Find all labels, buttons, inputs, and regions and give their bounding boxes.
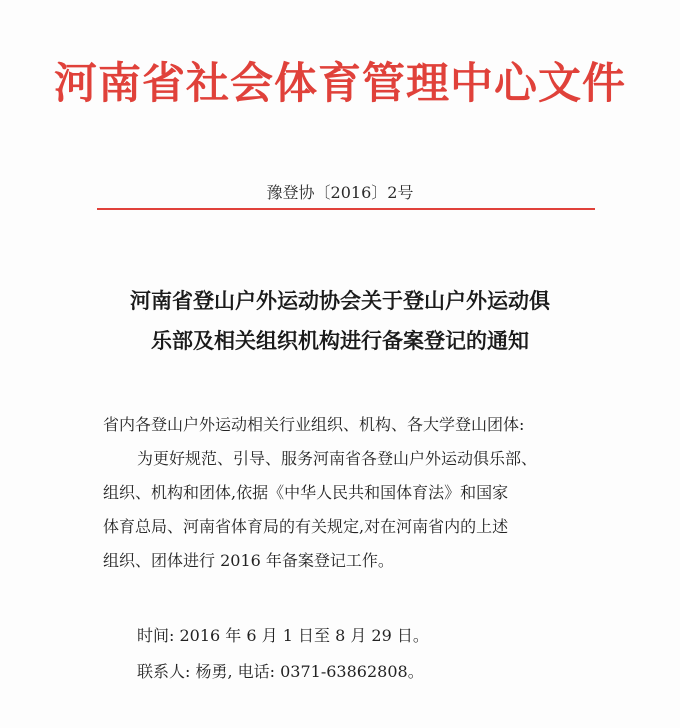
addressee-line: 省内各登山户外运动相关行业组织、机构、各大学登山团体: bbox=[103, 415, 525, 434]
paragraph-line-3: 体育总局、河南省体育局的有关规定,对在河南省内的上述 bbox=[103, 517, 509, 536]
paragraph-line-2: 组织、机构和团体,依据《中华人民共和国体育法》和国家 bbox=[103, 483, 509, 502]
paragraph-line-1: 为更好规范、引导、服务河南省各登山户外运动俱乐部、 bbox=[137, 449, 538, 468]
time-line: 时间: 2016 年 6 月 1 日至 8 月 29 日。 bbox=[137, 626, 429, 645]
paragraph-line-4: 组织、团体进行 2016 年备案登记工作。 bbox=[103, 551, 394, 570]
document-number: 豫登协〔2016〕2号 bbox=[266, 183, 414, 202]
contact-line: 联系人: 杨勇, 电话: 0371-63862808。 bbox=[137, 662, 424, 681]
red-divider-line bbox=[97, 208, 595, 210]
notice-title-line-1: 河南省登山户外运动协会关于登山户外运动俱 bbox=[130, 288, 550, 313]
notice-title-line-2: 乐部及相关组织机构进行备案登记的通知 bbox=[151, 328, 529, 353]
notice-title bbox=[0, 281, 680, 361]
header-title: 河南省社会体育管理中心文件 bbox=[54, 59, 626, 109]
